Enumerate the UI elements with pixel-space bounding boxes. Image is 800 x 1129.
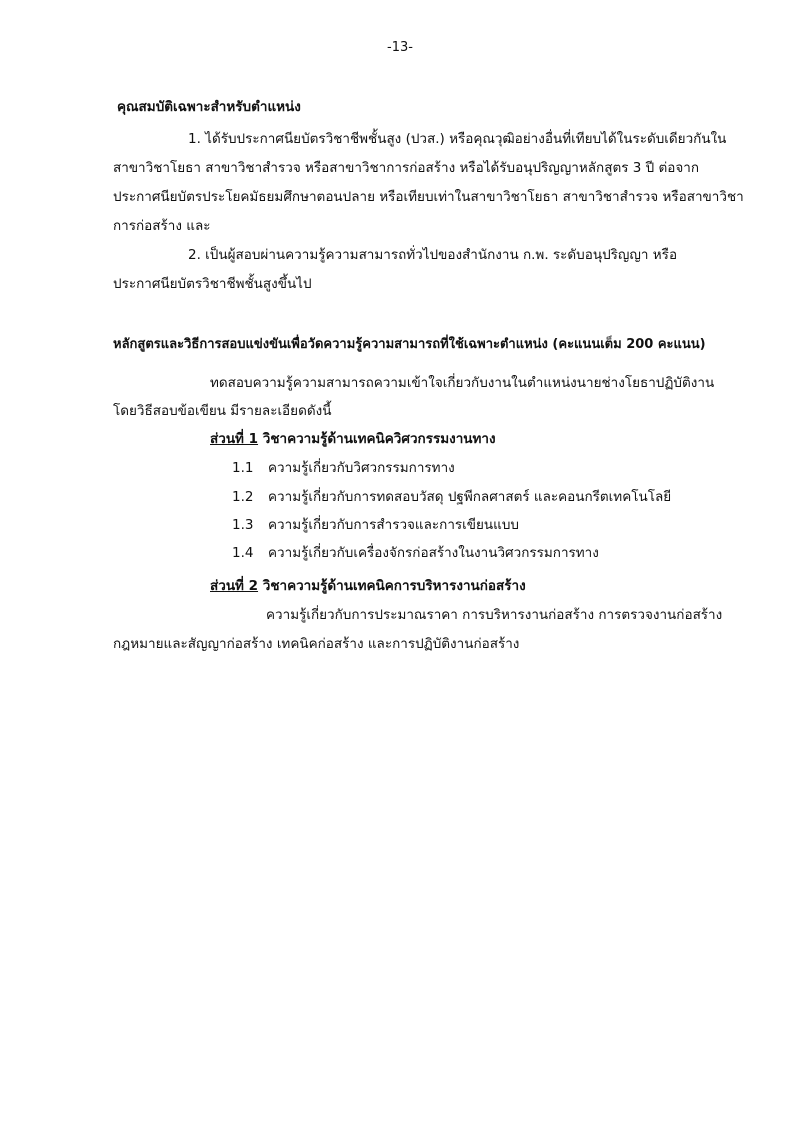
part2-line-2: กฎหมายและสัญญาก่อสร้าง เทคนิคก่อสร้าง และการปฏิบัติงานก่อสร้าง [113, 636, 520, 652]
part1-title: วิชาความรู้ด้านเทคนิควิศวกรรมงานทาง [258, 431, 496, 447]
qualification-item-1-line-4: การก่อสร้าง และ [113, 218, 211, 234]
page-number: -13- [387, 40, 413, 55]
qualification-item-1-line-1: 1. ได้รับประกาศนียบัตรวิชาชีพชั้นสูง (ปวส.) หรือคุณวุฒิอย่างอื่นที่เทียบได้ในระดับเดียวกันใน [188, 131, 727, 147]
part2-heading [210, 577, 526, 595]
part2-line-1: ความรู้เกี่ยวกับการประมาณราคา การบริหารงานก่อสร้าง การตรวจงานก่อสร้าง [266, 607, 723, 623]
part1-item-2 [232, 488, 671, 506]
part1-item-1 [232, 459, 455, 477]
part1-label: ส่วนที่ 1 [210, 431, 259, 447]
part2-title: วิชาความรู้ด้านเทคนิคการบริหารงานก่อสร้าง [258, 578, 526, 594]
part1-item-2-num: 1.2 [232, 489, 254, 505]
part1-item-1-text: ความรู้เกี่ยวกับวิศวกรรมการทาง [268, 460, 455, 476]
qualification-item-1-line-2: สาขาวิชาโยธา สาขาวิชาสำรวจ หรือสาขาวิชาการก่อสร้าง หรือได้รับอนุปริญญาหลักสูตร 3 ปี ต่อจาก [113, 160, 700, 176]
part1-heading [210, 430, 496, 448]
part1-item-4-num: 1.4 [232, 545, 254, 561]
part1-item-3-text: ความรู้เกี่ยวกับการสำรวจและการเขียนแบบ [268, 517, 519, 533]
curriculum-heading: หลักสูตรและวิธีการสอบแข่งขันเพื่อวัดความรู้ความสามารถที่ใช้เฉพาะตำแหน่ง (คะแนนเต็ม 200 คะแนน) [113, 337, 706, 352]
curriculum-intro-line-1: ทดสอบความรู้ความสามารถความเข้าใจเกี่ยวกับงานในตำแหน่งนายช่างโยธาปฏิบัติงาน [210, 375, 715, 391]
part1-item-1-num: 1.1 [232, 460, 254, 476]
qualification-item-2-line-1: 2. เป็นผู้สอบผ่านความรู้ความสามารถทั่วไปของสำนักงาน ก.พ. ระดับอนุปริญญา หรือ [188, 247, 678, 263]
qualifications-heading: คุณสมบัติเฉพาะสำหรับตำแหน่ง [117, 99, 301, 115]
part1-item-3-num: 1.3 [232, 517, 254, 533]
qualification-item-2-line-2: ประกาศนียบัตรวิชาชีพชั้นสูงขึ้นไป [113, 276, 312, 292]
curriculum-intro-line-2: โดยวิธีสอบข้อเขียน มีรายละเอียดดังนี้ [113, 403, 332, 419]
part2-label: ส่วนที่ 2 [210, 578, 259, 594]
qualification-item-1-line-3: ประกาศนียบัตรประโยคมัธยมศึกษาตอนปลาย หรือเทียบเท่าในสาขาวิชาโยธา สาขาวิชาสำรวจ หรือสาขาวิชา [113, 189, 744, 205]
part1-item-4 [232, 544, 599, 562]
part1-item-3 [232, 516, 519, 534]
part1-item-4-text: ความรู้เกี่ยวกับเครื่องจักรก่อสร้างในงานวิศวกรรมการทาง [268, 545, 599, 561]
part1-item-2-text: ความรู้เกี่ยวกับการทดสอบวัสดุ ปฐพีกลศาสตร์ และคอนกรีตเทคโนโลยี [268, 489, 672, 505]
